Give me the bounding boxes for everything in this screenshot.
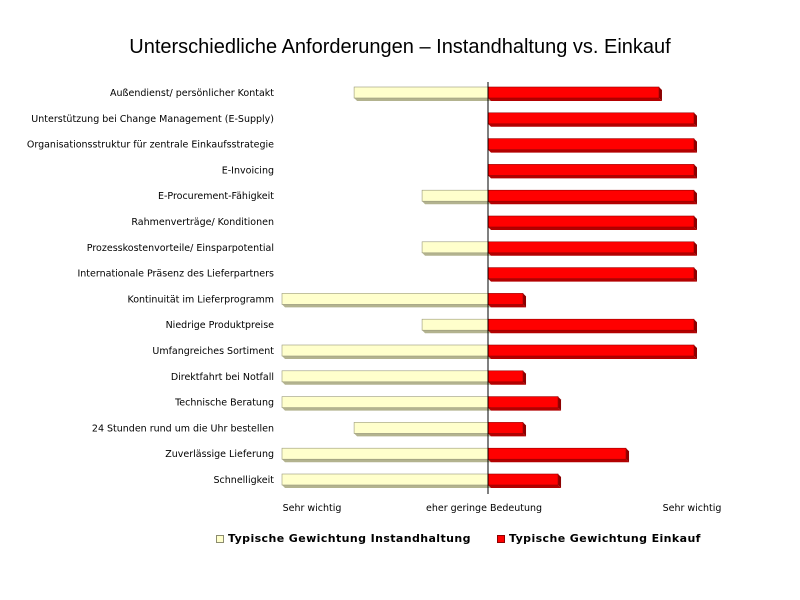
bar-bottom-einkauf <box>488 253 697 256</box>
category-label: Technische Beratung <box>175 397 274 409</box>
bar-bottom-einkauf <box>488 279 697 282</box>
bar-bottom-instandhaltung <box>282 408 491 411</box>
bar-bottom-instandhaltung <box>282 485 491 488</box>
bar-einkauf <box>488 242 694 253</box>
bar-bottom-einkauf <box>488 330 697 333</box>
bar-bottom-instandhaltung <box>282 356 491 359</box>
x-tick-label: Sehr wichtig <box>282 503 342 514</box>
bar-einkauf <box>488 345 694 356</box>
category-label: Internationale Präsenz des Lieferpartners <box>77 268 274 280</box>
bar-bottom-einkauf <box>488 304 526 307</box>
bar-einkauf <box>488 139 694 150</box>
bar-instandhaltung <box>354 422 488 433</box>
bar-bottom-instandhaltung <box>422 253 491 256</box>
legend-item-instandhaltung <box>216 532 471 545</box>
bar-bottom-einkauf <box>488 485 561 488</box>
bar-bottom-einkauf <box>488 459 629 462</box>
category-label: Rahmenverträge/ Konditionen <box>131 217 274 228</box>
category-label: Zuverlässige Lieferung <box>165 449 274 461</box>
plot-area <box>27 82 722 514</box>
bar-instandhaltung <box>422 319 488 330</box>
category-label: E-Procurement-Fähigkeit <box>157 191 274 203</box>
bar-einkauf <box>488 448 626 459</box>
bar-instandhaltung <box>422 242 488 253</box>
bar-bottom-einkauf <box>488 356 697 359</box>
legend-swatch-instandhaltung <box>216 535 224 543</box>
bar-einkauf <box>488 319 694 330</box>
bar-instandhaltung <box>354 87 488 98</box>
bar-instandhaltung <box>282 371 488 382</box>
x-tick-label: Sehr wichtig <box>662 503 722 514</box>
category-label: Prozesskostenvorteile/ Einsparpotential <box>86 242 274 254</box>
legend <box>0 532 800 552</box>
bar-instandhaltung <box>422 190 488 201</box>
bar-bottom-einkauf <box>488 408 561 411</box>
bar-einkauf <box>488 113 694 124</box>
bar-einkauf <box>488 422 523 433</box>
category-label: Außendienst/ persönlicher Kontakt <box>109 88 274 99</box>
bar-bottom-instandhaltung <box>282 304 491 307</box>
bar-einkauf <box>488 268 694 279</box>
category-label: Kontinuität im Lieferprogramm <box>127 294 274 306</box>
legend-label-instandhaltung: Typische Gewichtung Instandhaltung <box>228 532 471 545</box>
bar-bottom-instandhaltung <box>282 459 491 462</box>
bar-bottom-instandhaltung <box>422 201 491 204</box>
category-label: Schnelligkeit <box>213 475 274 486</box>
bar-instandhaltung <box>282 474 488 485</box>
bar-bottom-einkauf <box>488 201 697 204</box>
bar-einkauf <box>488 190 694 201</box>
bar-instandhaltung <box>282 345 488 356</box>
bar-einkauf <box>488 164 694 175</box>
bar-bottom-instandhaltung <box>422 330 491 333</box>
bar-bottom-einkauf <box>488 175 697 178</box>
bar-einkauf <box>488 474 558 485</box>
bar-bottom-instandhaltung <box>354 433 491 436</box>
bar-einkauf <box>488 216 694 227</box>
category-label: Unterstützung bei Change Management (E-Supply) <box>31 113 274 125</box>
bar-bottom-instandhaltung <box>354 98 491 101</box>
bar-bottom-einkauf <box>488 382 526 385</box>
x-tick-label: eher geringe Bedeutung <box>425 503 543 514</box>
bar-einkauf <box>488 397 558 408</box>
chart-title: Unterschiedliche Anforderungen – Instandhaltung vs. Einkauf <box>129 36 671 58</box>
bar-einkauf <box>488 293 523 304</box>
category-label: Niedrige Produktpreise <box>165 320 274 332</box>
category-label: E-Invoicing <box>221 165 274 177</box>
category-label: Umfangreiches Sortiment <box>152 346 274 357</box>
bar-einkauf <box>488 371 523 382</box>
bar-bottom-einkauf <box>488 150 697 153</box>
category-label: 24 Stunden rund um die Uhr bestellen <box>91 423 274 435</box>
category-label: Organisationsstruktur für zentrale Einkaufsstrategie <box>26 139 274 151</box>
bar-bottom-instandhaltung <box>282 382 491 385</box>
legend-swatch-einkauf <box>497 535 505 543</box>
bar-bottom-einkauf <box>488 98 662 101</box>
category-label: Direktfahrt bei Notfall <box>170 371 274 383</box>
bar-instandhaltung <box>282 293 488 304</box>
bar-bottom-einkauf <box>488 227 697 230</box>
bar-bottom-einkauf <box>488 433 526 436</box>
legend-label-einkauf: Typische Gewichtung Einkauf <box>509 532 701 545</box>
bar-bottom-einkauf <box>488 124 697 127</box>
bar-instandhaltung <box>282 397 488 408</box>
bar-einkauf <box>488 87 659 98</box>
bar-instandhaltung <box>282 448 488 459</box>
legend-item-einkauf <box>497 532 701 545</box>
